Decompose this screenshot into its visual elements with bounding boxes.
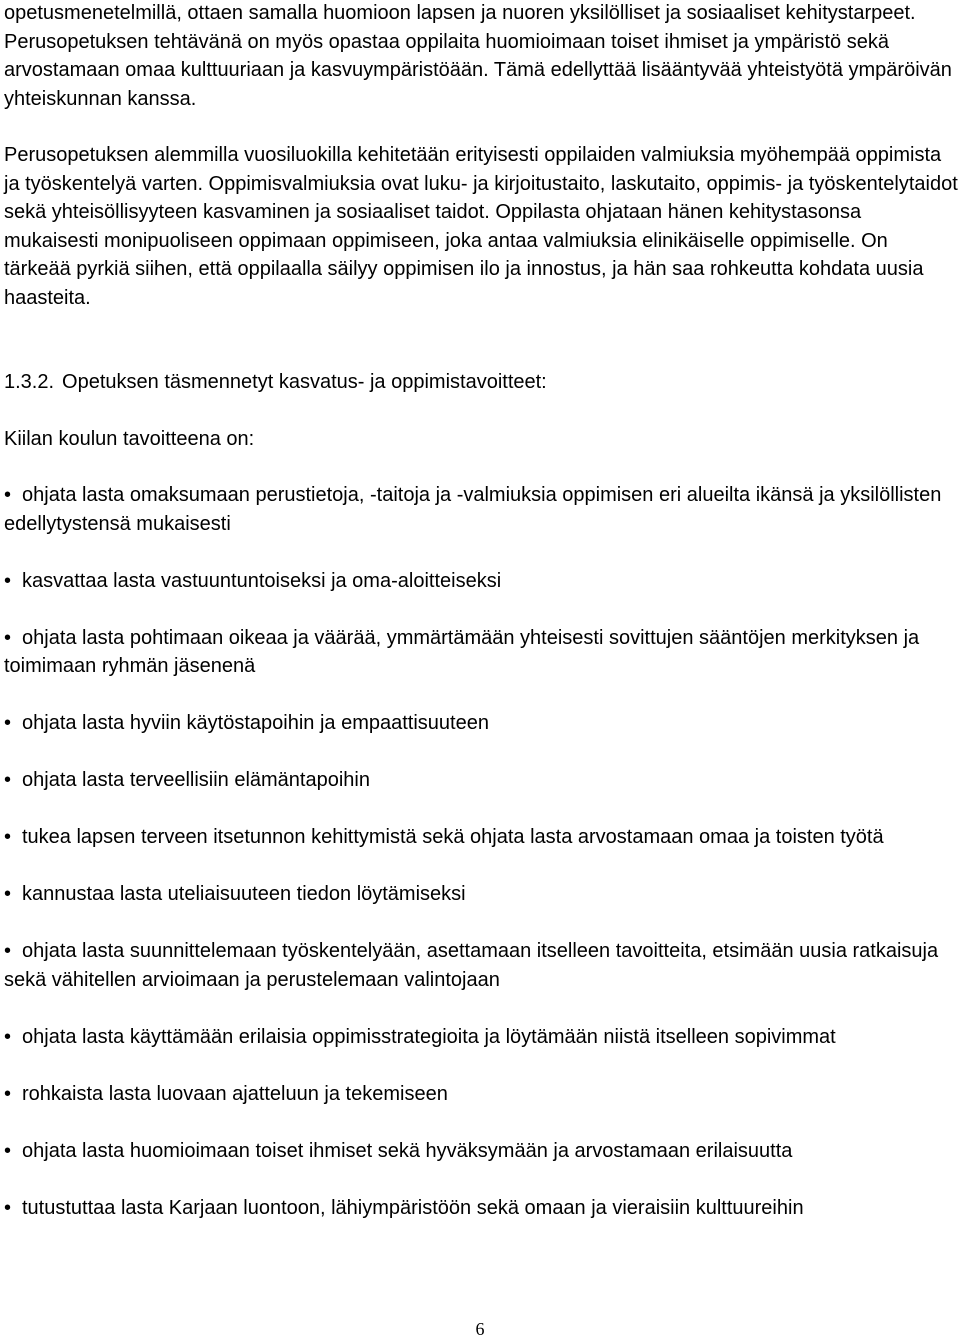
bullet-icon: • [4,1139,12,1162]
list-item-text: ohjata lasta suunnittelemaan työskentelyään, asettamaan itselleen tavoitteita, etsimään uusia ratkaisuja sekä vähitellen arvioimaan ja perustelemaan valintojaan [4,940,939,991]
bullet-icon: • [4,1025,12,1048]
list-item-text: rohkaista lasta luovaan ajatteluun ja tekemiseen [22,1082,448,1105]
section-heading [4,368,960,397]
list-item-text: ohjata lasta huomioimaan toiset ihmiset sekä hyväksymään ja arvostamaan erilaisuutta [22,1139,793,1162]
bullet-icon: • [4,826,12,848]
list-item-text: tutustuttaa lasta Karjaan luontoon, lähiympäristöön sekä omaan ja vieraisiin kulttuureihin [22,1196,804,1219]
list-item [4,481,960,538]
list-item [4,709,960,738]
document-page [4,0,960,1251]
list-item [4,823,960,852]
list-item [4,1194,960,1223]
list-item [4,880,960,909]
list-item [4,1137,960,1166]
list-item-text: ohjata lasta omaksumaan perustietoja, -taitoja ja -valmiuksia oppimisen eri alueilta ikänsä ja yksilöllisten edellytystensä mukaisesti [4,484,942,535]
list-item [4,1080,960,1109]
bullet-icon: • [4,1196,12,1219]
section-number: 1.3.2. [4,371,55,393]
list-item-text: ohjata lasta terveellisiin elämäntapoihin [22,769,370,791]
list-item-text: kasvattaa lasta vastuuntuntoiseksi ja oma-aloitteiseksi [22,569,502,592]
bullet-icon: • [4,769,12,791]
list-item [4,937,960,994]
goals-intro: Kiilan koulun tavoitteena on: [4,427,255,450]
bullet-icon: • [4,940,12,962]
list-item [4,766,960,795]
bullet-icon: • [4,626,12,649]
list-item [4,624,960,681]
list-item-text: tukea lapsen terveen itsetunnon kehittymistä sekä ohjata lasta arvostamaan omaa ja toisten työtä [22,826,884,848]
list-item [4,567,960,596]
list-item-text: ohjata lasta käyttämään erilaisia oppimisstrategioita ja löytämään niistä itselleen sopivimmat [22,1025,836,1048]
bullet-icon: • [4,1082,12,1105]
goals-list [4,481,960,1222]
bullet-icon: • [4,569,12,592]
list-item [4,1023,960,1052]
paragraph-2: Perusopetuksen alemmilla vuosiluokilla kehitetään erityisesti oppilaiden valmiuksia myöhempää oppimista ja työskentelyä varten. Oppimisvalmiuksia ovat luku- ja kirjoitustaito, laskutaito, oppimis- ja työskentelytaidot sekä yhteisöllisyyteen kasvaminen ja sosiaaliset taidot. Oppilasta ohjataan hänen kehitystasonsa mukaisesti monipuoliseen oppimaan oppimiseen, joka antaa valmiuksia elinikäiselle oppimiselle. On tärkeää pyrkiä siihen, että oppilaalla säilyy oppimisen ilo ja innostus, ja hän saa rohkeutta kohdata uusia haasteita. [4,144,958,309]
paragraph-1: opetusmenetelmillä, ottaen samalla huomioon lapsen ja nuoren yksilölliset ja sosiaaliset kehitystarpeet. Perusopetuksen tehtävänä on myös opastaa oppilaita huomioimaan toiset ihmiset ja ympäristö sekä arvostamaan omaa kulttuuriaan ja kasvuympäristöään. Tämä edellyttää lisääntyvää yhteistyötä ympäröivän yhteiskunnan kanssa. [4,2,952,110]
bullet-icon: • [4,883,12,905]
bullet-icon: • [4,484,12,506]
list-item-text: ohjata lasta pohtimaan oikeaa ja väärää, ymmärtämään yhteisesti sovittujen sääntöjen merkityksen ja toimimaan ryhmän jäsenenä [4,626,920,677]
page-number: 6 [475,1319,485,1339]
list-item-text: kannustaa lasta uteliaisuuteen tiedon löytämiseksi [22,883,466,905]
section-title: Opetuksen täsmennetyt kasvatus- ja oppimistavoitteet: [62,371,547,393]
bullet-icon: • [4,712,12,734]
list-item-text: ohjata lasta hyviin käytöstapoihin ja empaattisuuteen [22,712,489,734]
